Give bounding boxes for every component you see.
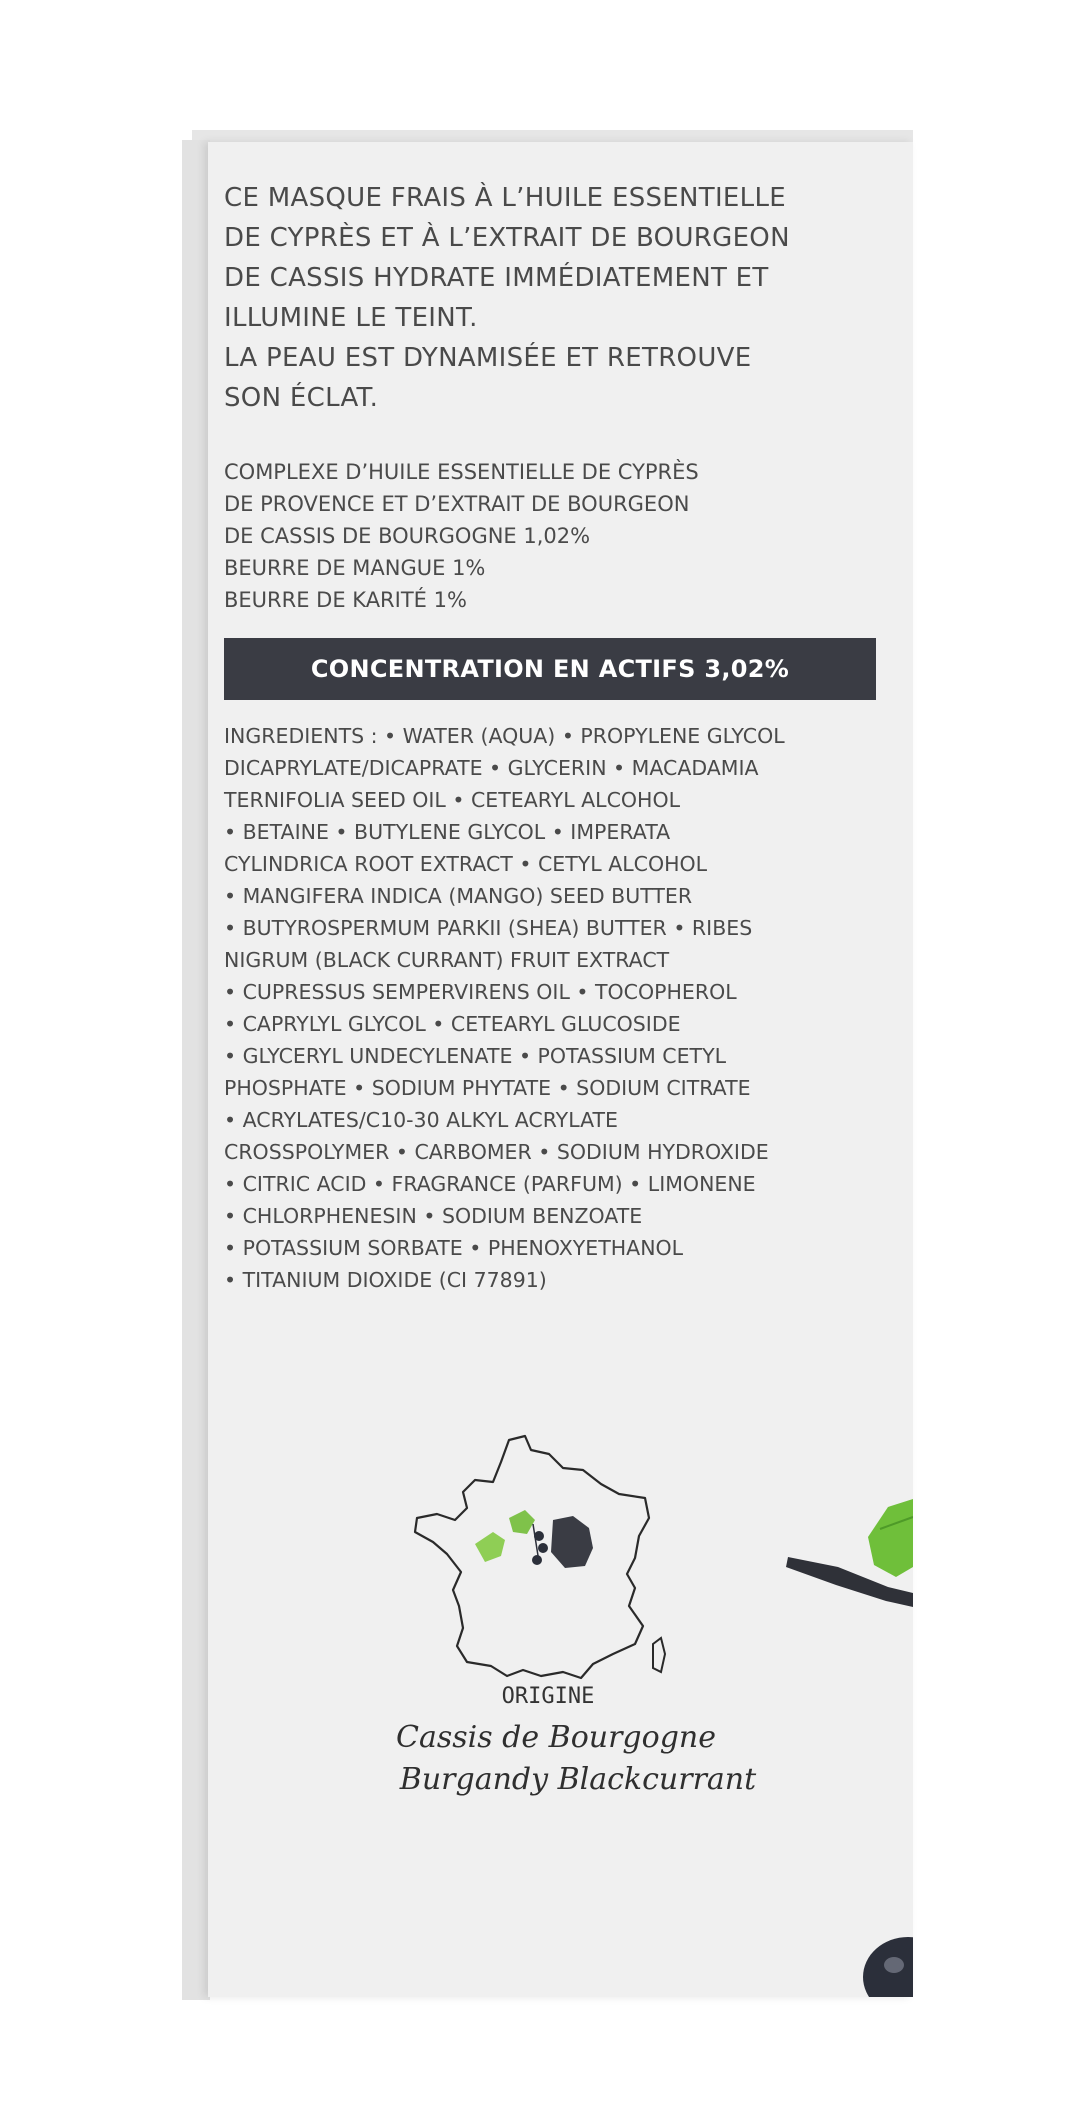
origin-name-en: Burgandy Blackcurrant bbox=[399, 1762, 757, 1797]
ingredient-line: • CHLORPHENESIN • SODIUM BENZOATE bbox=[224, 1204, 643, 1228]
active-ingredients-list bbox=[224, 456, 884, 616]
ingredient-line: CROSSPOLYMER • CARBOMER • SODIUM HYDROXIDE bbox=[224, 1140, 769, 1164]
description-line: DE CASSIS HYDRATE IMMÉDIATEMENT ET bbox=[224, 263, 769, 293]
leaf-icon bbox=[475, 1532, 505, 1562]
blackcurrant-branch-decoration bbox=[768, 1417, 913, 1997]
description-line: DE CYPRÈS ET À L’EXTRAIT DE BOURGEON bbox=[224, 223, 790, 253]
active-line: DE CASSIS DE BOURGOGNE 1,02% bbox=[224, 524, 591, 548]
ingredient-line: INGREDIENTS : • WATER (AQUA) • PROPYLENE GLYCOL bbox=[224, 724, 785, 748]
description-line: SON ÉCLAT. bbox=[224, 383, 379, 413]
ingredient-line: • CAPRYLYL GLYCOL • CETEARYL GLUCOSIDE bbox=[224, 1012, 681, 1036]
ingredients-list bbox=[224, 720, 894, 1296]
active-line: BEURRE DE MANGUE 1% bbox=[224, 556, 486, 580]
product-box-panel bbox=[208, 142, 913, 1997]
description-line: ILLUMINE LE TEINT. bbox=[224, 303, 478, 333]
description-line: LA PEAU EST DYNAMISÉE ET RETROUVE bbox=[224, 343, 752, 373]
active-line: COMPLEXE D’HUILE ESSENTIELLE DE CYPRÈS bbox=[224, 460, 699, 484]
concentration-banner: CONCENTRATION EN ACTIFS 3,02% bbox=[224, 638, 876, 700]
ingredient-line: CYLINDRICA ROOT EXTRACT • CETYL ALCOHOL bbox=[224, 852, 708, 876]
ingredient-line: • BETAINE • BUTYLENE GLYCOL • IMPERATA bbox=[224, 820, 671, 844]
ingredient-line: PHOSPHATE • SODIUM PHYTATE • SODIUM CITRATE bbox=[224, 1076, 751, 1100]
ingredient-line: • POTASSIUM SORBATE • PHENOXYETHANOL bbox=[224, 1236, 684, 1260]
origin-label: ORIGINE bbox=[501, 1684, 595, 1709]
ingredient-line: • CITRIC ACID • FRAGRANCE (PARFUM) • LIMONENE bbox=[224, 1172, 756, 1196]
france-map-icon bbox=[413, 1432, 673, 1702]
ingredient-line: TERNIFOLIA SEED OIL • CETEARYL ALCOHOL bbox=[224, 788, 681, 812]
ingredient-line: • BUTYROSPERMUM PARKII (SHEA) BUTTER • RIBES bbox=[224, 916, 753, 940]
description-line: CE MASQUE FRAIS À L’HUILE ESSENTIELLE bbox=[224, 183, 786, 213]
ingredient-line: • TITANIUM DIOXIDE (CI 77891) bbox=[224, 1268, 547, 1292]
ingredient-line: NIGRUM (BLACK CURRANT) FRUIT EXTRACT bbox=[224, 948, 670, 972]
ingredient-line: DICAPRYLATE/DICAPRATE • GLYCERIN • MACADAMIA bbox=[224, 756, 759, 780]
product-description bbox=[224, 178, 884, 418]
box-left-edge bbox=[182, 140, 210, 2000]
active-line: DE PROVENCE ET D’EXTRAIT DE BOURGEON bbox=[224, 492, 690, 516]
ingredient-line: • MANGIFERA INDICA (MANGO) SEED BUTTER bbox=[224, 884, 693, 908]
origin-name-fr: Cassis de Bourgogne bbox=[396, 1720, 716, 1755]
active-line: BEURRE DE KARITÉ 1% bbox=[224, 588, 467, 612]
ingredient-line: • GLYCERYL UNDECYLENATE • POTASSIUM CETYL bbox=[224, 1044, 727, 1068]
leaf-icon bbox=[868, 1499, 913, 1577]
ingredient-line: • ACRYLATES/C10-30 ALKYL ACRYLATE bbox=[224, 1108, 619, 1132]
ingredient-line: • CUPRESSUS SEMPERVIRENS OIL • TOCOPHEROL bbox=[224, 980, 737, 1004]
